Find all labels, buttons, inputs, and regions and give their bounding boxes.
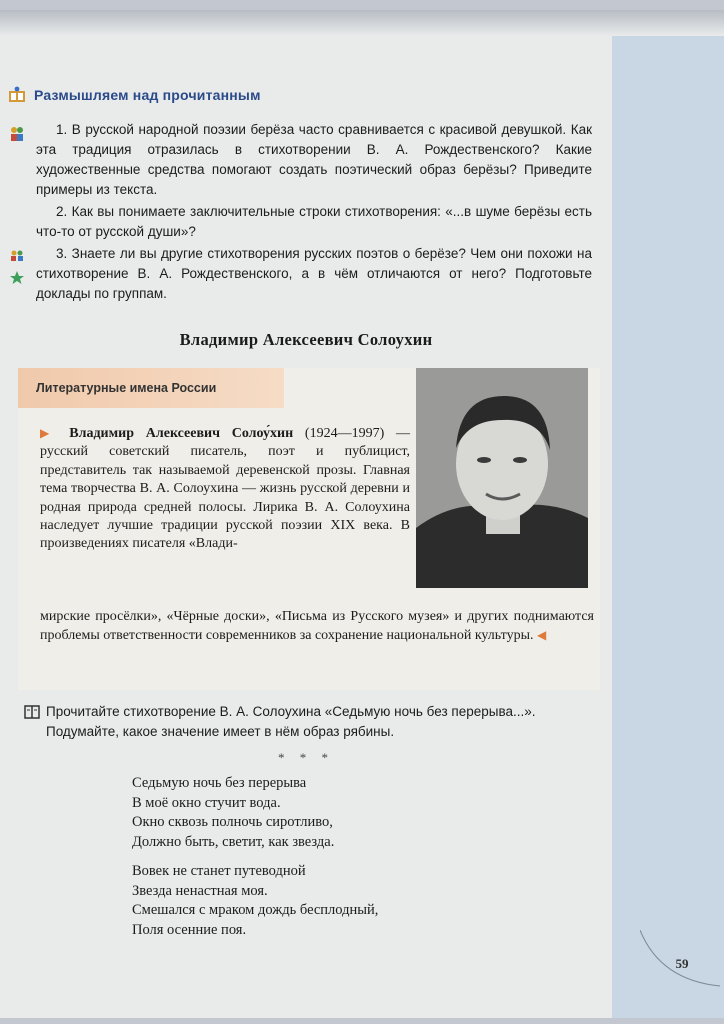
poem-line: Поля осенние поя. [132,921,247,938]
book-reading-icon [8,86,26,104]
poem-line: Окно сквозь полночь сиротливо, [132,814,333,830]
poem-line: Смешался с мраком дождь бесплодный, [132,902,379,918]
reading-task-text: Прочитайте стихотворение В. А. Солоухина «Седьмую ночь без перерыва...». Подумайте, какое значение имеет в нём образ рябины. [46,704,536,739]
poem-line: Звезда ненастная моя. [132,882,268,899]
question-2-text: 2. Как вы понимаете заключительные строки стихотворения: «...в шуме берёзы есть что-то от русской души»? [36,204,592,239]
poem-separator: * * * [278,750,334,765]
question-3 [36,244,592,304]
star-icon [10,270,24,286]
poem-line: Должно быть, светит, как звезда. [132,833,335,850]
pair-work-icon [10,126,24,142]
poem-line: Вовек не станет путеводной [132,863,306,879]
bio-author-name: Владимир Алексеевич Солоу́хин [69,426,294,441]
poem-stanza-2 [132,862,572,940]
bio-text-narrow [40,424,410,554]
group-work-icon [10,250,24,266]
question-1 [36,120,592,200]
author-heading: Владимир Алексеевич Солоухин [179,330,433,349]
poem-line: Седьмую ночь без перерыва [132,775,307,791]
section-title: Размышляем над прочитанным [34,87,261,103]
question-3-text: 3. Знаете ли вы другие стихотворения русских поэтов о берёзе? Чем они похожи на стихотворение В. А. Рождественского, а в чём отличаются от него? Подготовьте доклады по группам. [36,246,592,301]
reading-task [24,702,594,742]
bio-start-marker: ▶ [40,426,58,440]
bio-text-1: (1924—1997) — русский советский писатель, поэт и публицист, представитель так называемой деревенской прозы. Главная тема творчества В. А. Солоухина — жизнь русской деревни и родная природа средней полосы. Лирика В. А. Солоухина наследует лучшие традиции русской поэзии XIX века. В произведениях писателя «Влади- [40,426,410,552]
question-1-text: 1. В русской народной поэзии берёза часто сравнивается с красивой девушкой. Как эта традиция отразилась в стихотворении В. А. Рождественского? Какие художественные средства помогают создать поэтический образ берёзы? Приведите примеры из текста. [36,122,592,197]
poem [132,774,572,950]
poem-stanza-1 [132,774,572,852]
author-bio-box [18,368,600,690]
page-right-margin [612,36,724,1018]
open-book-icon [24,704,40,720]
bio-text-wide [40,608,594,646]
author-portrait [416,368,588,588]
bio-end-marker: ◀ [537,628,547,643]
poem-line: В моё окно стучит вода. [132,794,281,811]
textbook-page [0,10,724,1018]
bio-box-header: Литературные имена России [18,368,284,408]
page-number: 59 [675,956,689,971]
bio-text-2: мирские просёлки», «Чёрные доски», «Письма из Русского музея» и других поднимаются проблемы ответственности современников за сохранение национальной культуры. [40,609,594,644]
question-2 [36,202,592,242]
section-header [8,84,261,106]
